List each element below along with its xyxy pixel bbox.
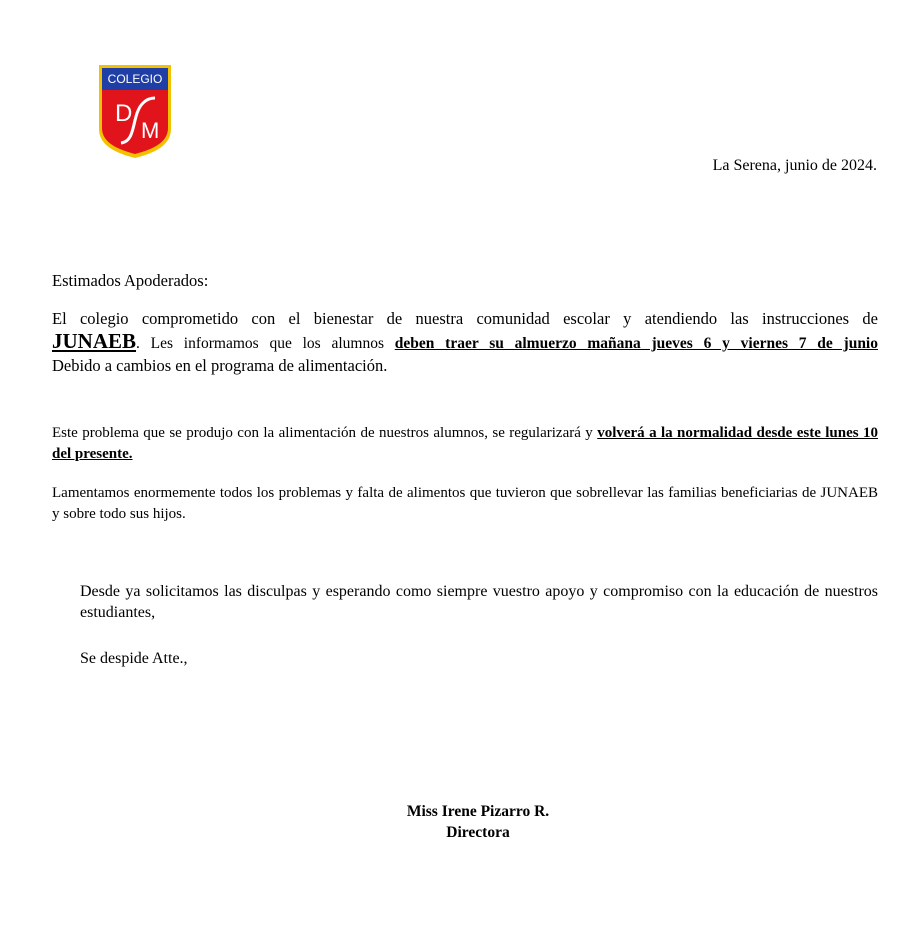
- paragraph-3: Lamentamos enormemente todos los problemas y falta de alimentos que tuvieron que sobrellevar las familias beneficiarias de JUNAEB y sobre todo sus hijos.: [52, 485, 878, 522]
- paragraph-2: Este problema que se produjo con la alimentación de nuestros alumnos, se regularizará y volverá a la normalidad desde este lunes 10 del presente.: [52, 425, 879, 462]
- svg-text:M: M: [141, 118, 160, 143]
- paragraph-1: [52, 308, 878, 377]
- paragraph-4: Desde ya solicitamos las disculpas y esperando como siempre vuestro apoyo y compromiso con la educación de nuestros estudiantes,: [80, 583, 878, 621]
- lunch-notice-bold: deben traer su almuerzo mañana jueves 6 y viernes 7 de junio: [394, 335, 878, 352]
- svg-text:D: D: [115, 100, 133, 127]
- paragraph-1-line-2: JUNAEB. Les informamos que los alumnos deben traer su almuerzo mañana jueves 6 y viernes 7 de junio: [52, 329, 878, 353]
- school-crest-logo: [97, 63, 173, 159]
- paragraph-1-line-3: Debido a cambios en el programa de alimentación.: [52, 356, 388, 375]
- signature-name: Miss Irene Pizarro R.: [406, 803, 550, 820]
- junaeb-highlight: JUNAEB: [52, 329, 137, 353]
- normality-notice-bold: volverá a la normalidad desde este lunes 10 del presente.: [52, 425, 879, 462]
- greeting: Estimados Apoderados:: [52, 271, 209, 290]
- paragraph-1-line-1: El colegio comprometido con el bienestar de nuestra comunidad escolar y atendiendo las instrucciones de: [52, 309, 878, 328]
- crest-text: COLEGIO: [107, 72, 163, 86]
- letter-date: La Serena, junio de 2024.: [712, 157, 877, 174]
- closing: Se despide Atte.,: [80, 650, 188, 667]
- signature-title: Directora: [446, 824, 510, 841]
